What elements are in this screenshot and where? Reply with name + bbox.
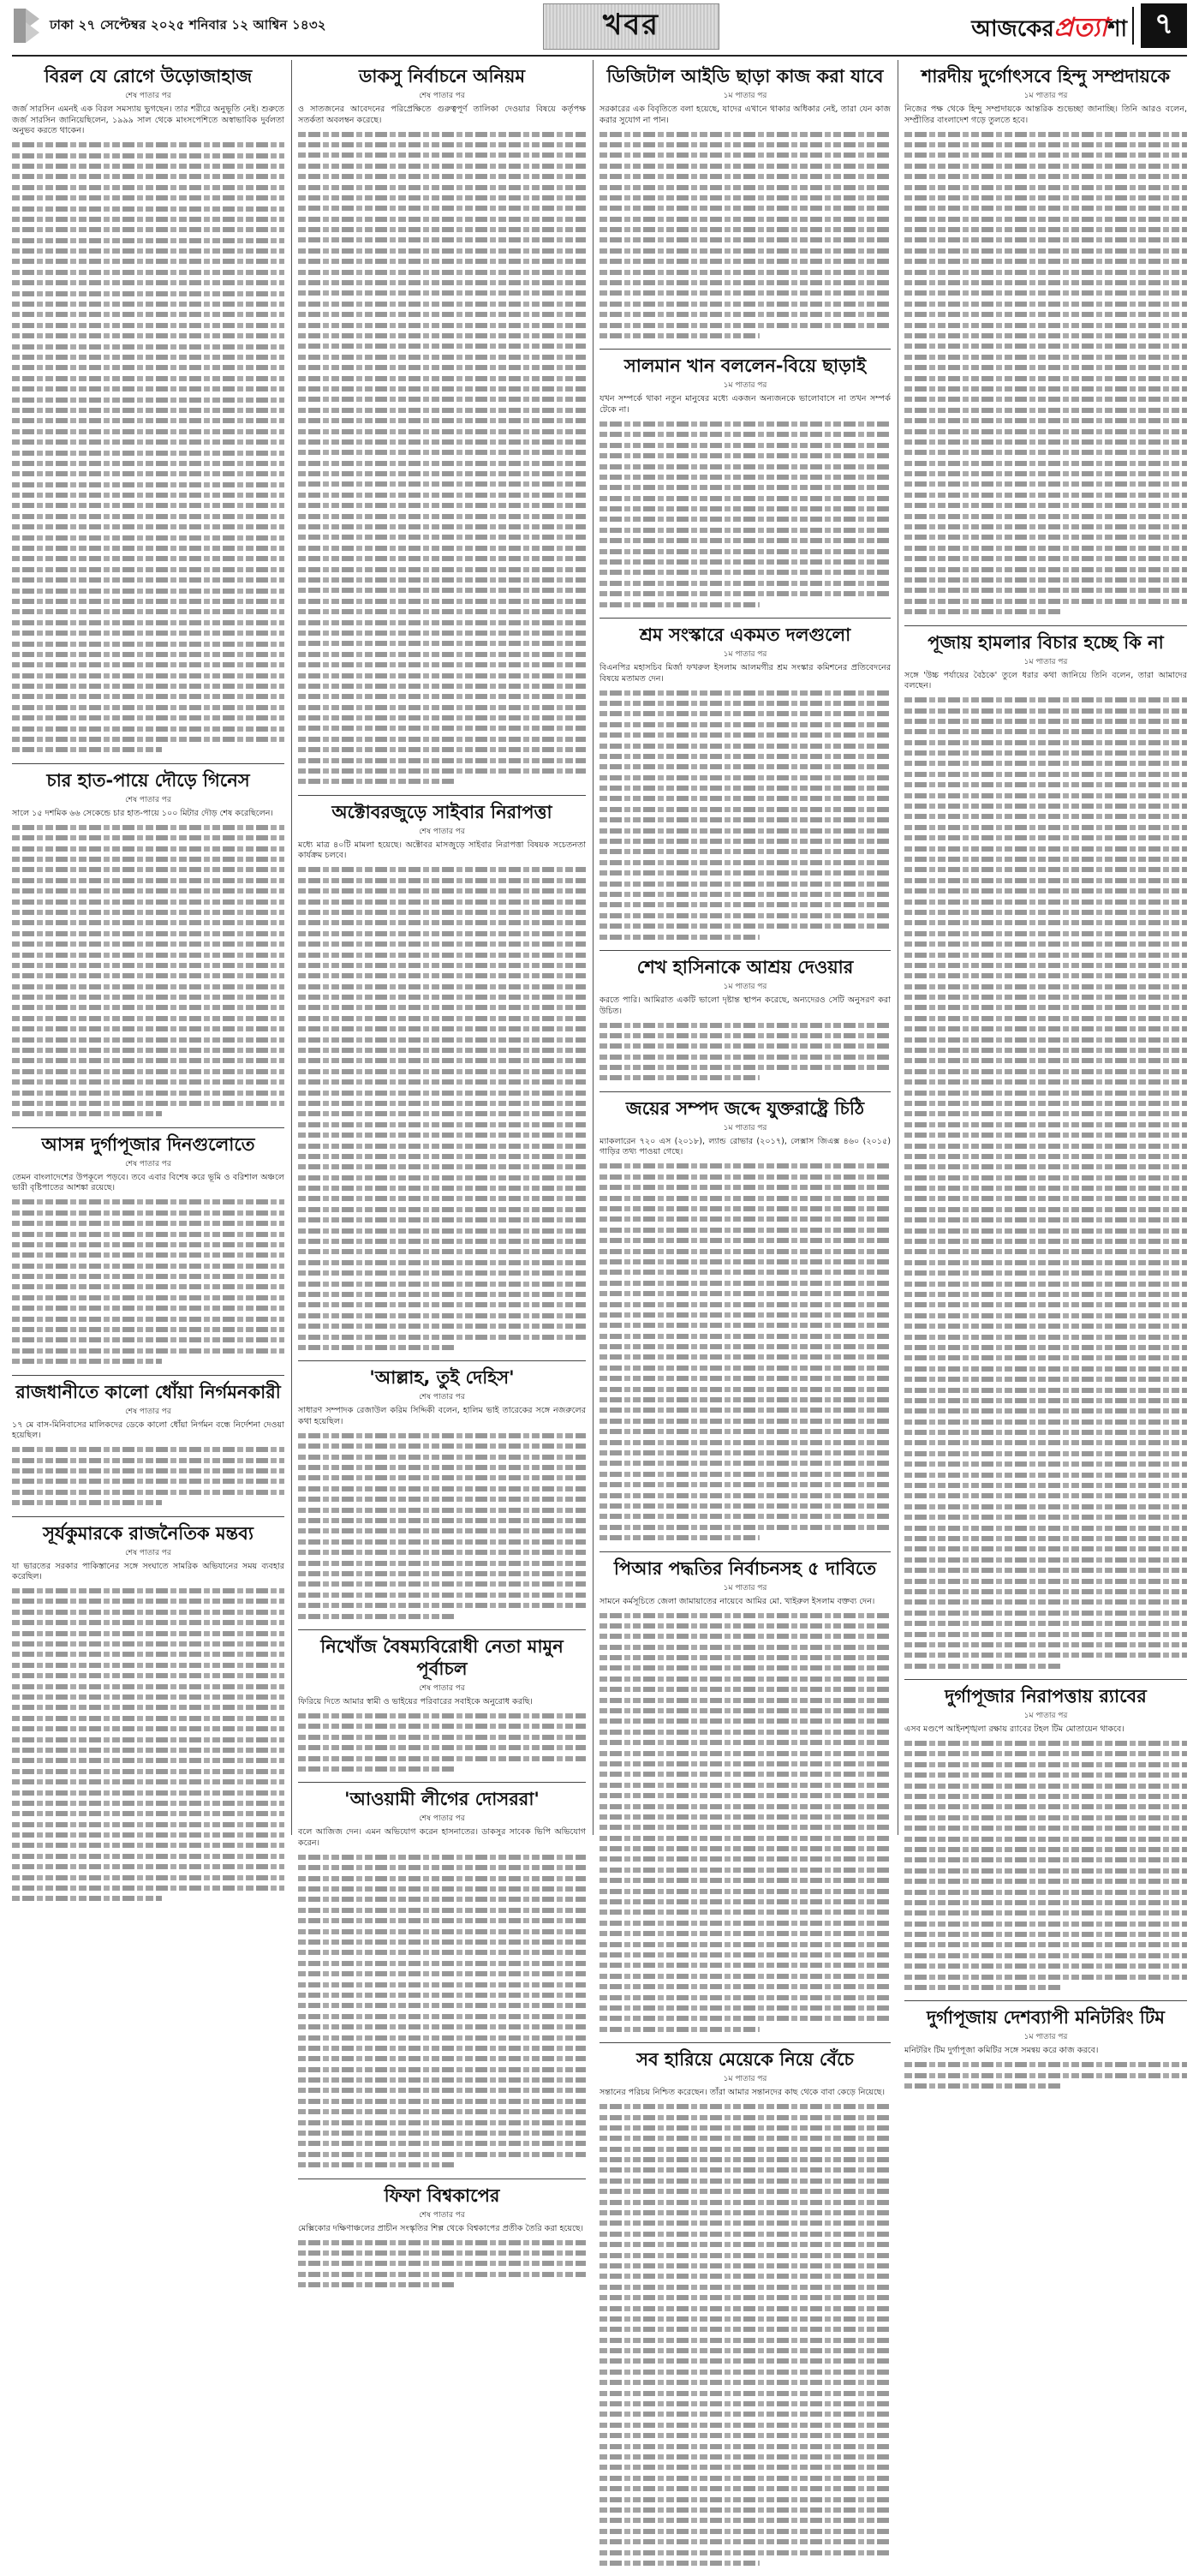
continuation-note: শেষ পাতার পর [125,92,171,100]
body-text-lines [12,825,284,1117]
story-body-text: ম্যাকলারেন ৭২০ এস (২০১৮), ল্যান্ড রোভার (২০১৭), লেক্সাস জিএক্স ৪৬০ (২০১৫) গাড়ির তথ্য পাওয়া গেছে। [600,1136,891,1157]
story-headline[interactable]: রাজধানীতে কালো ধোঁয়া নির্গমনকারী [15,1381,281,1402]
story-body-text: মধ্যে মাত্র ৪০টি মামলা হয়েছে। অক্টোবর মাসজুড়ে সাইবার নিরাপত্তা বিষয়ক সচেতনতা কার্যক্রম চলবে। [298,840,586,861]
continuation-note: ১ম পাতার পর [723,381,767,391]
story-body-text: জর্জ সারসিন এমনই এক বিরল সমস্যায় ভুগছেন। তার শরীরে অনুভূতি নেই। শুরুতে জর্জ সারসিন জানিয়েছিলেন, ১৯৯৯ সাল থেকে মাংসপেশিতে অস্বাভাবিক দুর্বলতা অনুভব করতে থাকেন। [12,105,284,136]
news-story[interactable] [298,1361,586,1630]
story-body-text: বিএনপির মহাসচিব মির্জা ফখরুল ইসলাম আলমগীর শ্রম সংস্কার কমিশনের প্রতিবেদনের বিষয়ে মতামত দেন। [600,663,891,684]
continuation-note: ১ম পাতার পর [1023,2033,1068,2042]
story-headline[interactable]: পূজায় হামলার বিচার হচ্ছে কি না [928,631,1164,653]
story-body-text: ও সাতজনের আবেদনের পরিপ্রেক্ষিতে গুরুত্বপূর্ণ তালিকা দেওয়ার বিষয়ে কর্তৃপক্ষ সতর্কতা অবলম্বন করেছে। [298,105,586,125]
body-text-lines [298,1433,586,1619]
body-text-lines [600,1023,891,1081]
continuation-note: ১ম পাতার পর [1023,92,1068,100]
news-story[interactable] [904,1680,1187,2001]
story-headline[interactable]: ফিফা বিশ্বকাপের [384,2185,500,2206]
newspaper-logo[interactable] [971,7,1127,45]
body-text-lines [600,421,891,607]
story-headline[interactable]: দুর্গাপূজার নিরাপত্তায় র‌্যাবের [945,1686,1147,1707]
story-body-text: মনিটরিং টিম দুর্গাপূজা কমিটির সঙ্গে সমন্বয় করে কাজ করবে। [904,2046,1099,2056]
masthead-left [12,0,326,51]
news-story[interactable] [298,1783,586,2179]
section-title: খবর [603,7,659,42]
body-text-lines [298,2240,586,2288]
body-text-lines [298,867,586,1350]
story-headline[interactable]: জয়ের সম্পদ জব্দে যুক্তরাষ্ট্রে চিঠি [625,1097,865,1119]
story-body-text: সরকারের এক বিবৃতিতে বলা হয়েছে, যাদের এখানে থাকার অধিকার নেই, তারা যেন কাজ করার সুযোগ না পান। [600,105,891,125]
news-story[interactable] [298,2179,586,2298]
story-body-text: এসব মণ্ডপে আইনশৃঙ্খলা রক্ষায় র‌্যাবের টহল টিম মোতায়েন থাকবে। [904,1724,1124,1735]
story-headline[interactable]: নিখোঁজ বৈষম্যবিরোধী নেতা মামুন পূর্বাচল [320,1635,564,1679]
story-body-text: সঙ্গে 'উচ্চ পর্যায়ের বৈঠকে' তুলে ধরার কথা জানিয়ে তিনি বলেন, তারা আমাদের বলছেন। [904,670,1187,691]
story-headline[interactable]: চার হাত-পায়ে দৌড়ে গিনেস [46,769,250,791]
story-headline[interactable]: আসন্ন দুর্গাপূজার দিনগুলোতে [41,1133,255,1155]
story-body-text: করতে পারি। আমিরাত একটি ভালো দৃষ্টান্ত স্থাপন করেছে, অন্যদেরও সেটি অনুসরণ করা উচিত। [600,995,891,1016]
news-story[interactable] [600,951,891,1092]
story-headline[interactable]: 'আওয়ামী লীগের দোসররা' [344,1789,540,1810]
page-number: ৭ [1141,3,1187,48]
continuation-note: ১ম পাতার পর [1023,1712,1068,1721]
masthead [12,0,1187,57]
column-3 [600,60,891,2098]
continuation-note: শেষ পাতার পর [125,1548,171,1557]
body-text-lines [12,1447,284,1505]
body-text-lines [298,1713,586,1772]
story-headline[interactable]: পিআর পদ্ধতির নির্বাচনসহ ৫ দাবিতে [613,1557,877,1579]
story-headline[interactable]: শারদীয় দুর্গোৎসবে হিন্দু সম্প্রদায়কে [921,66,1171,87]
news-story[interactable] [904,2001,1187,2099]
body-text-lines [12,1199,284,1364]
news-story[interactable] [298,1630,586,1783]
news-story[interactable] [600,350,891,619]
news-story[interactable] [12,60,284,764]
continuation-note: ১ম পাতার পর [1023,657,1068,666]
news-story[interactable] [904,626,1187,1681]
column-1 [12,60,284,1835]
story-body-text: যা ভারতের সরকার পাকিস্তানের সঙ্গে সংঘাতে সামরিক অভিযানের সময় ব্যবহার করেছিল। [12,1561,284,1582]
news-story[interactable] [600,1552,891,2044]
continuation-note: শেষ পাতার পর [419,1683,465,1693]
news-story[interactable] [600,60,891,350]
story-headline[interactable]: অক্টোবরজুড়ে সাইবার নিরাপত্তা [331,801,552,822]
continuation-note: ১ম পাতার পর [723,982,767,991]
story-headline[interactable]: ডিজিটাল আইডি ছাড়া কাজ করা যাবে [606,66,884,87]
continuation-note: শেষ পাতার পর [419,1814,465,1824]
continuation-note: ১ম পাতার পর [723,2075,767,2084]
news-story[interactable] [298,60,586,796]
story-headline[interactable]: সালমান খান বললেন-বিয়ে ছাড়াই [623,356,867,377]
column-2 [298,60,586,2233]
column-rule [593,60,594,1835]
body-text-lines [600,1613,891,2032]
body-text-lines [904,2062,1187,2089]
story-body-text: সাধারণ সম্পাদক রেজাউল করিম সিদ্দিকী বলেন, হালিম ভাই তারেকের সঙ্গে নজরুলের কথা হয়েছিল। [298,1406,586,1426]
news-story[interactable] [600,2043,891,2576]
date-line: ঢাকা ২৭ সেপ্টেম্বর ২০২৫ শনিবার ১২ আশ্বিন ১৪৩২ [50,16,326,33]
page-corner-icon [12,7,41,45]
news-story[interactable] [12,1376,284,1517]
continuation-note: ১ম পাতার পর [723,92,767,100]
body-text-lines [904,132,1187,615]
body-text-lines [600,2104,891,2566]
continuation-note: শেষ পাতার পর [419,2210,465,2220]
column-4 [904,60,1187,2056]
body-text-lines [12,1588,284,1901]
logo-divider [1132,7,1134,45]
story-body-text: ফিরিয়ে দিতে আমার স্বামী ও ভাইয়ের পরিবারের সবাইকে অনুরোধ করছি। [298,1696,533,1706]
news-story[interactable] [298,796,586,1362]
story-body-text: সামনে কর্মসূচিতে জেলা জামায়াতের নায়েবে আমির মো. খাইরুল ইসলাম বক্তব্য দেন। [600,1596,875,1606]
body-text-lines [12,142,284,752]
story-body-text: নিজের পক্ষ থেকে হিন্দু সম্প্রদায়কে আন্তরিক শুভেচ্ছা জানাচ্ছি। তিনি আরও বলেন, সম্প্রীতির বাংলাদেশ গড়ে তুলতে হবে। [904,105,1187,125]
story-body-text: সালে ১৫ দশমিক ৬৬ সেকেন্ডে চার হাত-পায়ে ১০০ মিটার দৌড় শেষ করেছিলেন। [12,808,273,818]
continuation-note: শেষ পাতার পর [419,827,465,836]
column-rule [291,60,292,1835]
body-text-lines [298,1855,586,2167]
news-story[interactable] [600,619,891,951]
story-body-text: সন্তানের পরিচয় নিশ্চিত করেছেন। তাঁরা আমার সন্তানদের কাছ থেকে বাবা কেড়ে নিয়েছে। [600,2088,886,2098]
logo-text-b: প্রত্যা [1053,13,1108,43]
story-body-text: যখন সম্পর্কে থাকা নতুন মানুষের মধ্যে একজন অন্যজনকে ভালোবাসে না তখন সম্পর্ক টেকে না। [600,394,891,415]
continuation-note: ১ম পাতার পর [723,650,767,659]
story-body-text: ১৭ মে বাস-মিনিবাসের মালিকদের ডেকে কালো ধোঁয়া নির্গমন বন্ধে নির্দেশনা দেওয়া হয়েছিল। [12,1419,284,1441]
body-text-lines [904,1741,1187,1990]
continuation-note: ১ম পাতার পর [723,1583,767,1593]
story-body-text: বলে আজিজ দেন। এমন অভিযোগ করেন হাসনাতের। ডাকসুর সাবেক ভিপি অভিযোগ করেন। [298,1827,586,1848]
news-story[interactable] [600,1092,891,1552]
story-body-text: মেক্সিকোর দক্ষিণাঞ্চলের প্রাচীন সংস্কৃতির শিল্প থেকে বিশ্বকাপের প্রতীক তৈরি করা হয়েছে। [298,2223,584,2233]
story-headline[interactable]: সব হারিয়ে মেয়েকে নিয়ে বেঁচে [636,2049,854,2071]
story-headline[interactable]: বিরল যে রোগে উড়োজাহাজ [44,66,253,87]
logo-text-a: আজকের [971,16,1054,42]
story-headline[interactable]: শেখ হাসিনাকে আশ্রয় দেওয়ার [636,956,854,977]
logo-text-c: শা [1107,16,1127,42]
continuation-note: ১ম পাতার পর [723,1123,767,1133]
continuation-note: শেষ পাতার পর [419,92,465,100]
body-text-lines [600,690,891,940]
continuation-note: শেষ পাতার পর [125,1407,171,1416]
story-headline[interactable]: দুর্গাপূজায় দেশব্যাপী মনিটরিং টিম [927,2007,1165,2029]
news-story[interactable] [12,764,284,1128]
continuation-note: শেষ পাতার পর [419,1393,465,1402]
section-title-box [543,3,719,50]
story-body-text: তেমন বাংলাদেশের উপকূলে পড়বে। তবে এবার বিশেষ করে ভূমি ও বরিশাল অঞ্চলে ভারী বৃষ্টিপাতের আশঙ্কা রয়েছে। [12,1172,284,1193]
body-text-lines [298,132,586,785]
news-story[interactable] [904,60,1187,626]
news-story[interactable] [12,1128,284,1376]
story-headline[interactable]: শ্রম সংস্কারে একমত দলগুলো [639,625,851,645]
news-story[interactable] [12,1517,284,1912]
body-text-lines [600,132,891,338]
story-headline[interactable]: সূর্যকুমারকে রাজনৈতিক মন্তব্য [43,1522,254,1544]
article-columns [12,60,1187,2233]
story-headline[interactable]: 'আল্লাহ, তুই দেহিস' [369,1367,515,1389]
continuation-note: শেষ পাতার পর [125,1159,171,1168]
body-text-lines [600,1163,891,1540]
story-headline[interactable]: ডাকসু নির্বাচনে অনিয়ম [358,66,526,87]
body-text-lines [904,697,1187,1669]
continuation-note: শেষ পাতার পর [125,795,171,804]
